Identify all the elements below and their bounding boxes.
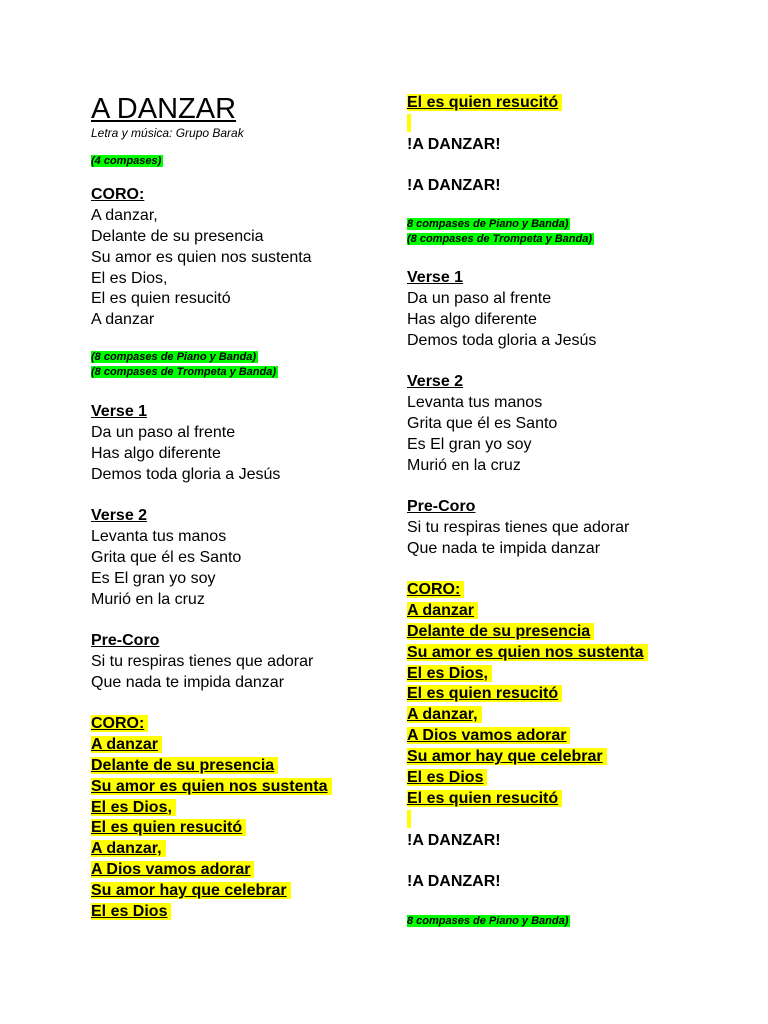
lyric-line: A danzar, — [91, 206, 158, 224]
lyric-line: El es quien resucitó — [91, 290, 231, 308]
intro-note-text: (4 compases) — [91, 155, 162, 167]
lyric-line-highlighted: A danzar, — [407, 706, 482, 723]
pre-coro-section — [91, 631, 313, 694]
verse-2-label: Verse 2 — [407, 373, 464, 390]
coro-2-section — [91, 714, 332, 923]
pre-coro-section — [407, 497, 629, 560]
coro-3-label: CORO: — [407, 581, 464, 598]
shout-block-2 — [407, 176, 501, 197]
lyric-line: Demos toda gloria a Jesús — [407, 331, 597, 349]
lyric-line-highlighted: Delante de su presencia — [407, 623, 594, 640]
lyric-line-highlighted: A danzar — [407, 602, 478, 619]
verse-1-section — [407, 268, 596, 352]
verse-1-label: Verse 1 — [407, 269, 464, 286]
lyric-line-highlighted: A danzar — [91, 736, 162, 753]
verse-1-label: Verse 1 — [91, 403, 148, 420]
band-note: 8 compases de Piano y Banda) — [407, 218, 569, 230]
lyric-line: Da un paso al frente — [91, 423, 236, 441]
lyric-line-highlighted: El es quien resucitó — [407, 790, 562, 807]
lyric-line-highlighted: A Dios vamos adorar — [407, 727, 570, 744]
shout-block-1 — [407, 135, 501, 156]
lyric-line: Que nada te impida danzar — [407, 539, 601, 557]
coro-2-label: CORO: — [91, 715, 148, 732]
lyric-line: El es Dios, — [91, 269, 168, 287]
lyric-line-highlighted: El es quien resucitó — [91, 819, 246, 836]
verse-2-section — [407, 372, 557, 476]
lyric-line: A danzar — [91, 311, 155, 329]
band-note: (8 compases de Piano y Banda) — [91, 351, 257, 363]
lyric-line: Da un paso al frente — [407, 289, 552, 307]
lyric-line-highlighted: El es Dios — [407, 769, 487, 786]
highlight-gap-marker — [407, 114, 411, 132]
verse-1-section — [91, 402, 280, 486]
lyric-line-highlighted: A Dios vamos adorar — [91, 861, 254, 878]
highlight-gap-marker — [407, 810, 411, 828]
lyric-line-highlighted: Su amor es quien nos sustenta — [407, 644, 648, 661]
lyric-line: Que nada te impida danzar — [91, 673, 285, 691]
lyric-line: Levanta tus manos — [407, 393, 543, 411]
lyric-line: Murió en la cruz — [407, 456, 521, 474]
lyric-line: Demos toda gloria a Jesús — [91, 465, 281, 483]
pre-coro-label: Pre-Coro — [91, 632, 160, 649]
band-note: (8 compases de Trompeta y Banda) — [407, 233, 593, 245]
lyric-line-highlighted: El es Dios, — [407, 665, 492, 682]
band-notes-2 — [407, 217, 594, 247]
verse-2-section — [91, 506, 241, 610]
lyric-line: Su amor es quien nos sustenta — [91, 248, 312, 266]
lyric-line: Grita que él es Santo — [407, 414, 558, 432]
song-title: A DANZAR — [91, 93, 237, 125]
shout-line: !A DANZAR! — [407, 832, 501, 849]
lyric-line: Grita que él es Santo — [91, 548, 242, 566]
shout-line: !A DANZAR! — [407, 873, 501, 890]
lyric-line: Levanta tus manos — [91, 527, 227, 545]
lyric-line: Has algo diferente — [91, 444, 221, 462]
verse-2-label: Verse 2 — [91, 507, 148, 524]
lyric-line-highlighted: A danzar, — [91, 840, 166, 857]
lyric-line-highlighted: Su amor hay que celebrar — [407, 748, 607, 765]
coro-1-label: CORO: — [91, 186, 145, 203]
lyric-line: Si tu respiras tienes que adorar — [407, 518, 630, 536]
band-note: (8 compases de Trompeta y Banda) — [91, 366, 277, 378]
coro-3-section — [407, 580, 648, 831]
coro-1-section — [91, 185, 312, 331]
lyric-line: Si tu respiras tienes que adorar — [91, 652, 314, 670]
shout-block-3 — [407, 831, 501, 852]
lyric-line-highlighted: El es Dios — [91, 903, 171, 920]
lyric-line: Delante de su presencia — [91, 227, 264, 245]
intro-note — [91, 154, 163, 169]
shout-line: !A DANZAR! — [407, 136, 501, 153]
band-note: 8 compases de Piano y Banda) — [407, 915, 569, 927]
lyric-line: Es El gran yo soy — [407, 435, 532, 453]
lyric-line-highlighted: El es Dios, — [91, 799, 176, 816]
outro-note — [407, 914, 570, 929]
band-notes-1 — [91, 350, 278, 380]
lyric-line: Has algo diferente — [407, 310, 537, 328]
lyric-line-highlighted: Su amor es quien nos sustenta — [91, 778, 332, 795]
lyric-line-highlighted: El es quien resucitó — [407, 685, 562, 702]
shout-line: !A DANZAR! — [407, 177, 501, 194]
lyric-line: Es El gran yo soy — [91, 569, 216, 587]
lyric-line-highlighted: Delante de su presencia — [91, 757, 278, 774]
lyric-line-highlighted: Su amor hay que celebrar — [91, 882, 291, 899]
shout-block-4 — [407, 872, 501, 893]
lyric-line: Murió en la cruz — [91, 590, 205, 608]
lyric-line-highlighted: El es quien resucitó — [407, 94, 562, 111]
coro-continuation — [407, 93, 562, 135]
pre-coro-label: Pre-Coro — [407, 498, 476, 515]
song-credit: Letra y música: Grupo Barak — [91, 126, 244, 140]
